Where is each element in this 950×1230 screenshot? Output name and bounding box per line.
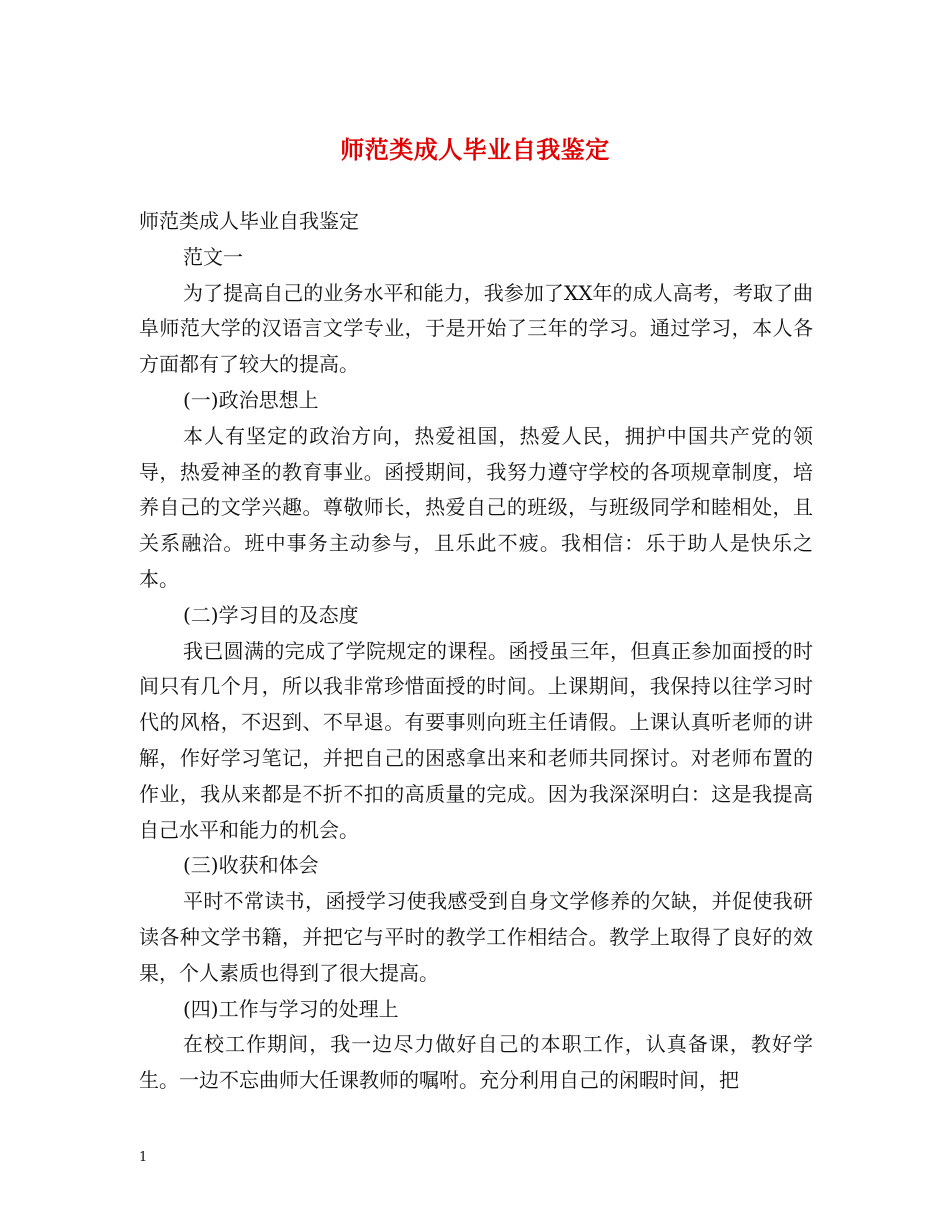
section-heading: (三)收获和体会 [183,853,319,878]
section-heading: (二)学习目的及态度 [183,602,359,627]
paragraph: 师范类成人毕业自我鉴定 [139,209,359,233]
paragraph: 范文一 [183,244,243,269]
paragraph: 为了提高自己的业务水平和能力，我参加了XX年的成人高考，考取了曲阜师范大学的汉语言文学专业，于是开始了三年的学习。通过学习，本人各方面都有了较大的提高。 [139,280,813,377]
section-heading: (四)工作与学习的处理上 [183,996,399,1021]
paragraph: 平时不常读书，函授学习使我感受到自身文学修养的欠缺，并促使我研读各种文学书籍，并把它与平时的教学工作相结合。教学上取得了良好的效果，个人素质也得到了很大提高。 [139,889,813,985]
paragraph: 本人有坚定的政治方向，热爱祖国，热爱人民，拥护中国共产党的领导，热爱神圣的教育事业。函授期间，我努力遵守学校的各项规章制度，培养自己的文学兴趣。尊敬师长，热爱自己的班级，与班级同学和睦相处，且关系融洽。班中事务主动参与，且乐此不疲。我相信：乐于助人是快乐之本。 [139,423,813,591]
document-title: 师范类成人毕业自我鉴定 [340,135,610,164]
document-body [139,204,813,1099]
page-number: 1 [139,1150,148,1165]
paragraph: 在校工作期间，我一边尽力做好自己的本职工作，认真备课，教好学生。一边不忘曲师大任课教师的嘱咐。充分利用自己的闲暇时间，把 [139,1032,813,1093]
paragraph: 我已圆满的完成了学院规定的课程。函授虽三年，但真正参加面授的时间只有几个月，所以我非常珍惜面授的时间。上课期间，我保持以往学习时代的风格，不迟到、不早退。有要事则向班主任请假。上课认真听老师的讲解，作好学习笔记，并把自己的困惑拿出来和老师共同探讨。对老师布置的作业，我从来都是不折不扣的高质量的完成。因为我深深明白：这是我提高自己水平和能力的机会。 [139,638,813,842]
section-heading: (一)政治思想上 [183,387,319,412]
